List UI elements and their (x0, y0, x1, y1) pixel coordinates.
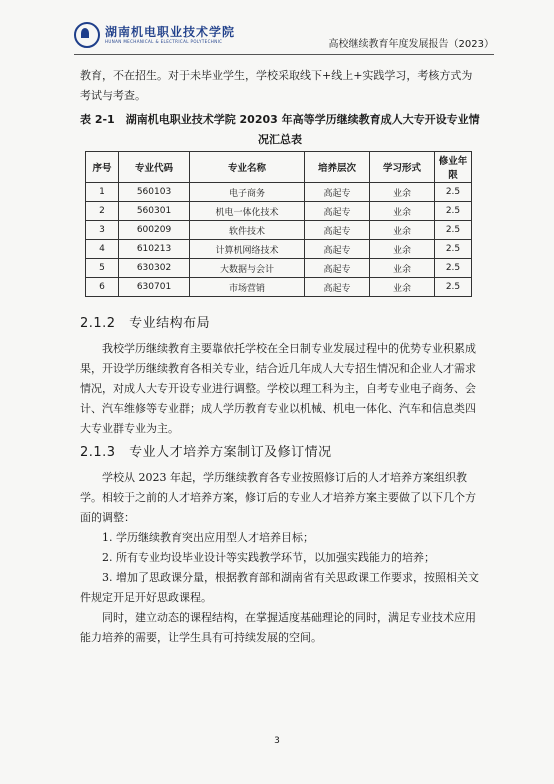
table-row (86, 240, 472, 259)
cell-level: 高起专 (305, 183, 370, 202)
section-2-1-3-intro: 学校从 2023 年起，学历继续教育各专业按照修订后的人才培养方案组织教学。相较于之前的人才培养方案，修订后的专业人才培养方案主要做了以下几个方面的调整： (80, 471, 476, 524)
cell-level: 高起专 (305, 240, 370, 259)
table-row (86, 202, 472, 221)
table-row (86, 221, 472, 240)
section-2-1-3-body (80, 468, 480, 648)
cell-mode: 业余 (370, 240, 435, 259)
table-caption (80, 110, 480, 150)
list-item-2: 2. 所有专业均设毕业设计等实践教学环节，以加强实践能力的培养； (102, 551, 435, 564)
logo-chinese-name: 湖南机电职业技术学院 (105, 25, 236, 39)
cell-index: 5 (86, 259, 119, 278)
cell-level: 高起专 (305, 259, 370, 278)
table-caption-line-2: 况汇总表 (258, 133, 302, 146)
table-row (86, 278, 472, 297)
cell-code: 610213 (119, 240, 190, 259)
cell-years: 2.5 (435, 202, 472, 221)
page-header (74, 22, 494, 55)
table-row (86, 183, 472, 202)
school-logo (74, 22, 235, 48)
col-header-code: 专业代码 (119, 152, 190, 183)
section-heading-2-1-2: 2.1.2 专业结构布局 (80, 316, 211, 331)
col-header-index: 序号 (86, 152, 119, 183)
list-item-1: 1. 学历继续教育突出应用型人才培养目标； (102, 531, 314, 544)
section-heading-2-1-3: 2.1.3 专业人才培养方案制订及修订情况 (80, 445, 332, 460)
cell-level: 高起专 (305, 278, 370, 297)
cell-name: 机电一体化技术 (190, 202, 305, 221)
cell-years: 2.5 (435, 240, 472, 259)
section-2-1-2-body (80, 339, 480, 439)
cell-mode: 业余 (370, 278, 435, 297)
cell-mode: 业余 (370, 221, 435, 240)
cell-index: 6 (86, 278, 119, 297)
cell-code: 600209 (119, 221, 190, 240)
intro-line-1: 教育，不在招生。对于未毕业学生，学校采取线下+线上+实践学习，考核方式为 (80, 69, 473, 82)
logo-english-name: HUNAN MECHANICAL & ELECTRICAL POLYTECHNIC (105, 39, 223, 44)
cell-name: 电子商务 (190, 183, 305, 202)
intro-text (80, 66, 480, 106)
cell-index: 4 (86, 240, 119, 259)
table-caption-line-1: 表 2-1 湖南机电职业技术学院 20203 年高等学历继续教育成人大专开设专业情 (80, 113, 480, 126)
cell-mode: 业余 (370, 202, 435, 221)
cell-index: 3 (86, 221, 119, 240)
cell-index: 1 (86, 183, 119, 202)
cell-name: 软件技术 (190, 221, 305, 240)
cell-name: 大数据与会计 (190, 259, 305, 278)
col-header-years: 修业年限 (435, 152, 472, 183)
col-header-name: 专业名称 (190, 152, 305, 183)
cell-code: 560301 (119, 202, 190, 221)
report-title: 高校继续教育年度发展报告（2023） (328, 39, 494, 50)
cell-index: 2 (86, 202, 119, 221)
cell-code: 630302 (119, 259, 190, 278)
section-2-1-2-paragraph: 我校学历继续教育主要靠依托学校在全日制专业发展过程中的优势专业积累成果，开设学历继续教育各相关专业，结合近几年成人大专招生情况和企业人才需求情况，对成人大专开设专业进行调整。学校以理工科为主，自考专业电子商务、会计、汽车维修等专业群；成人学历教育专业以机械、机电一体化、汽车和信息类四大专业群专业为主。 (80, 342, 476, 435)
school-emblem-icon (74, 22, 100, 48)
cell-years: 2.5 (435, 221, 472, 240)
list-item-3: 3. 增加了思政课分量，根据教育部和湖南省有关思政课工作要求，按照相关文件规定开足开好思政课程。 (80, 571, 479, 604)
section-2-1-3-closing: 同时，建立动态的课程结构，在掌握适度基础理论的同时，满足专业技术应用能力培养的需要，让学生具有可持续发展的空间。 (80, 611, 476, 644)
table-row (86, 259, 472, 278)
col-header-level: 培养层次 (305, 152, 370, 183)
cell-level: 高起专 (305, 221, 370, 240)
cell-years: 2.5 (435, 183, 472, 202)
cell-mode: 业余 (370, 183, 435, 202)
intro-line-2: 考试与考查。 (80, 89, 146, 102)
cell-years: 2.5 (435, 259, 472, 278)
cell-level: 高起专 (305, 202, 370, 221)
table-header-row (86, 152, 472, 183)
cell-name: 市场营销 (190, 278, 305, 297)
page-number: 3 (274, 736, 280, 746)
cell-mode: 业余 (370, 259, 435, 278)
cell-years: 2.5 (435, 278, 472, 297)
cell-code: 560103 (119, 183, 190, 202)
majors-table (85, 151, 472, 297)
cell-name: 计算机网络技术 (190, 240, 305, 259)
col-header-mode: 学习形式 (370, 152, 435, 183)
cell-code: 630701 (119, 278, 190, 297)
